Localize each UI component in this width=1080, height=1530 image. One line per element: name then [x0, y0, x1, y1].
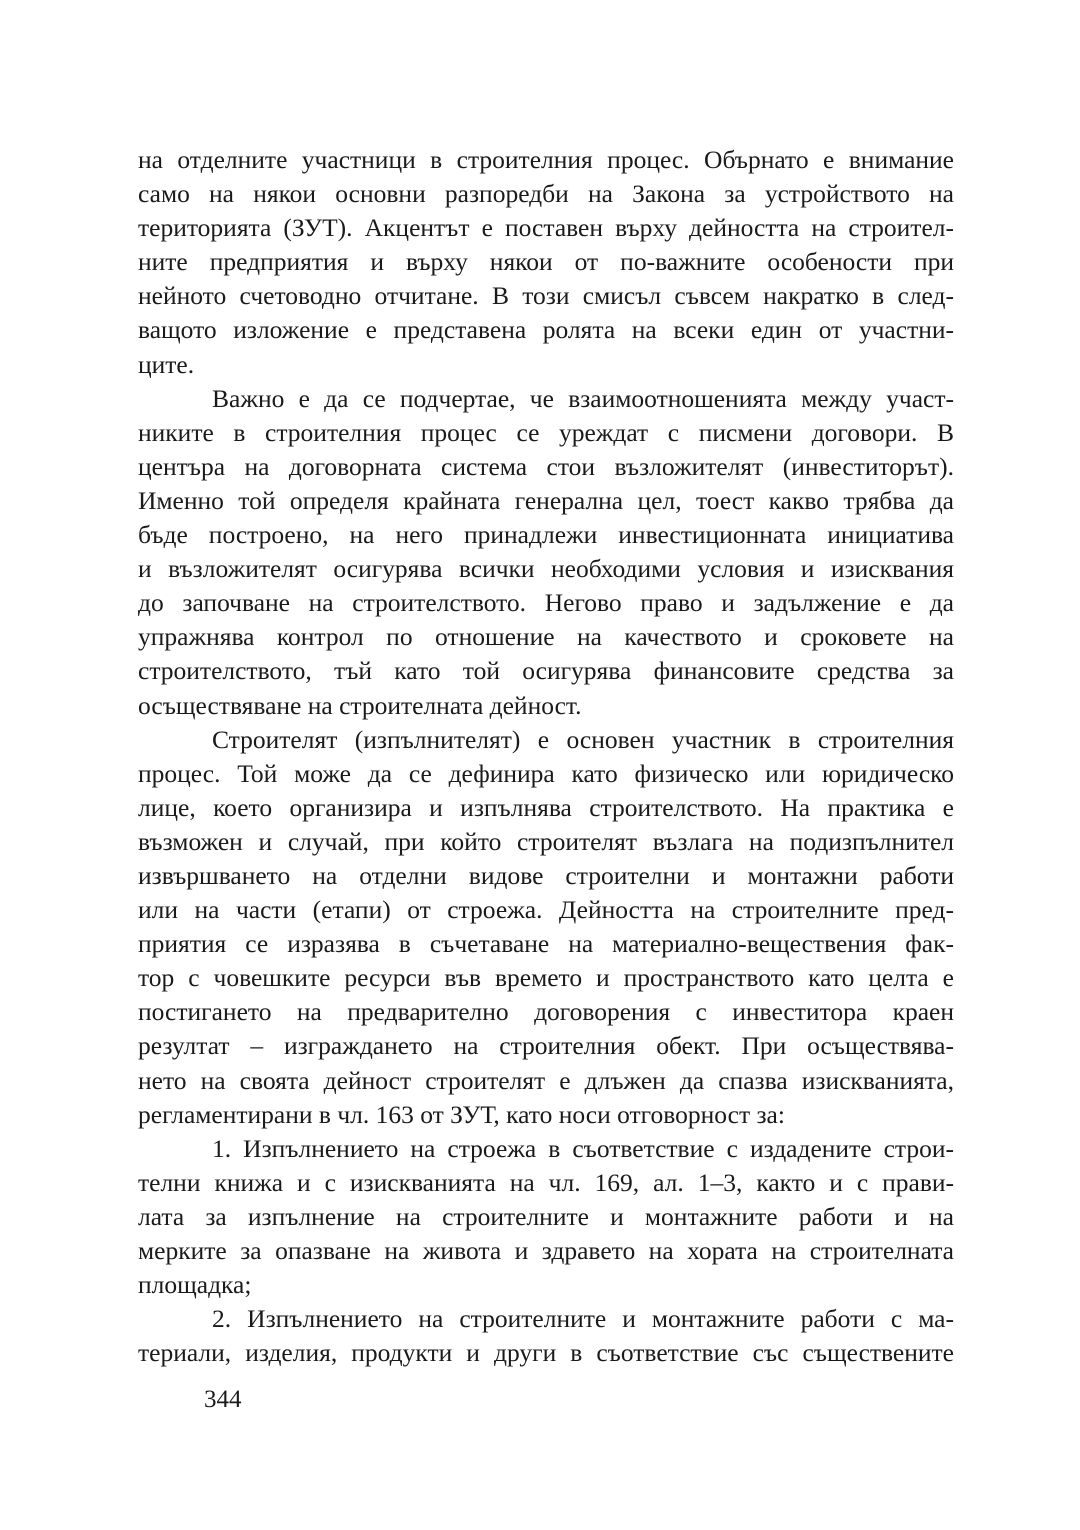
text-line: нейното счетоводно отчитане. В този смисъл съвсем накратко в след- — [138, 281, 954, 311]
text-line: територията (ЗУТ). Акцентът е поставен върху дейността на строител- — [138, 213, 954, 243]
text-line: нето на своята дейност строителят е длъжен да спазва изискванията, — [138, 1065, 954, 1095]
text-line: до започване на строителството. Негово право и задължение е да — [138, 588, 954, 618]
text-line: възможен и случай, при който строителят възлага на подизпълнител — [138, 826, 954, 856]
text-line: Именно той определя крайната генерална цел, тоест какво трябва да — [138, 485, 954, 515]
text-line: мерките за опазване на живота и здравето на хората на строителната — [138, 1236, 954, 1265]
text-line: лата за изпълнение на строителните и монтажните работи и на — [138, 1201, 954, 1231]
text-line: ващото изложение е представена ролята на всеки един от участни- — [138, 315, 954, 345]
text-line: резултат – изграждането на строителния обект. При осъществява- — [138, 1031, 954, 1061]
text-line: само на някои основни разпоредби на Закона за устройството на — [138, 179, 954, 209]
text-line: извършването на отделни видове строителни и монтажни работи — [138, 860, 954, 890]
text-line: или на части (етапи) от строежа. Дейността на строителните пред- — [138, 895, 954, 925]
text-line: 2. Изпълнението на строителните и монтажните работи с ма- — [212, 1304, 954, 1334]
text-line: регламентирани в чл. 163 от ЗУТ, като носи отговорност за: — [138, 1099, 785, 1129]
paragraph-3 — [138, 723, 954, 1132]
paragraph-4 — [138, 1132, 954, 1302]
text-line: площадка; — [138, 1270, 252, 1300]
text-line: териали, изделия, продукти и други в съответствие със съществените — [138, 1338, 954, 1368]
text-line: тор с човешките ресурси във времето и пространството като целта е — [138, 963, 954, 993]
text-line: центъра на договорната система стои възложителят (инвеститорът). — [138, 451, 954, 481]
paragraph-1 — [138, 143, 954, 382]
paragraph-5 — [138, 1302, 954, 1370]
text-line: лице, което организира и изпълнява строителството. На практика е — [138, 792, 954, 822]
text-line: никите в строителния процес се уреждат с писмени договори. В — [138, 417, 954, 447]
text-line: на отделните участници в строителния процес. Обърнато е внимание — [138, 145, 954, 174]
text-line: ните предприятия и върху някои от по-важните особености при — [138, 247, 954, 277]
text-line: ците. — [138, 349, 195, 379]
text-line: строителството, тъй като той осигурява финансовите средства за — [138, 656, 954, 686]
text-line: процес. Той може да се дефинира като физическо или юридическо — [138, 758, 954, 788]
text-line: Важно е да се подчертае, че взаимоотношенията между участ- — [212, 383, 954, 413]
text-line: и възложителят осигурява всички необходими условия и изисквания — [138, 554, 954, 584]
text-line: 1. Изпълнението на строежа в съответствие с издадените строи- — [212, 1133, 954, 1163]
text-line: осъществяване на строителната дейност. — [138, 690, 582, 720]
text-line: постигането на предварително договорения с инвеститора краен — [138, 997, 954, 1027]
text-line: приятия се изразява в съчетаване на материално-веществения фак- — [138, 929, 954, 959]
text-line: Строителят (изпълнителят) е основен участник в строителния — [212, 724, 954, 754]
text-line: упражнява контрол по отношение на качеството и сроковете на — [138, 622, 954, 652]
paragraph-2 — [138, 382, 954, 723]
text-line: бъде построено, на него принадлежи инвестиционната инициатива — [138, 520, 954, 550]
page-number: 344 — [204, 1386, 242, 1413]
body-text — [138, 143, 954, 1370]
text-line: телни книжа и с изискванията на чл. 169, ал. 1–3, както и с прави- — [138, 1167, 954, 1197]
